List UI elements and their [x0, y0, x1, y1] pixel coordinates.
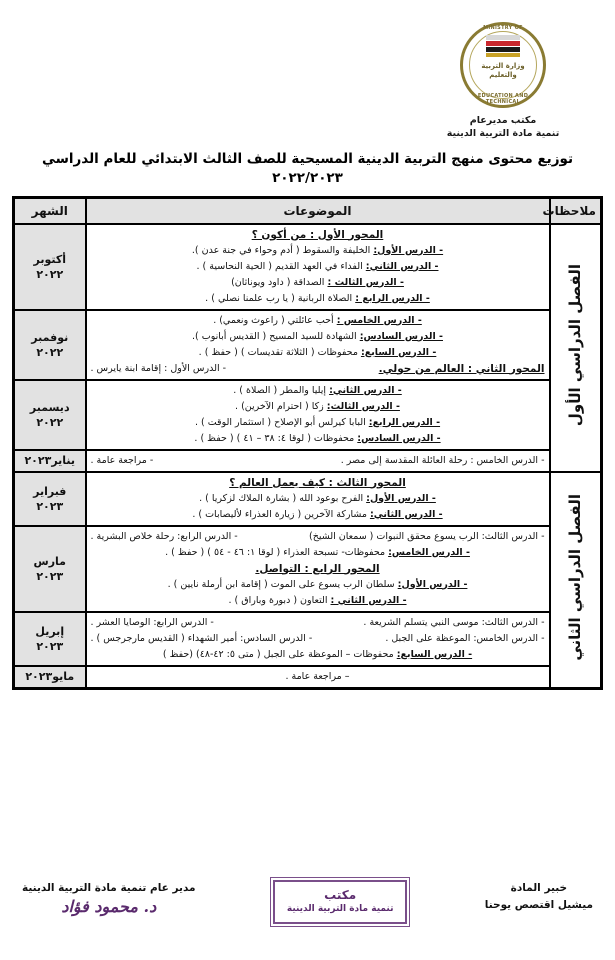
- table-row: [14, 224, 602, 310]
- topic-line: [91, 491, 545, 507]
- lesson-text: الخليفة والسقوط ( أدم وحواء في جنة عدن ).: [191, 244, 371, 256]
- topics-cell: [86, 310, 550, 380]
- lesson-text: إيليا والمطر ( الصلاة ) .: [233, 384, 327, 396]
- topic-line: [91, 383, 545, 399]
- topic-line: [91, 507, 545, 523]
- month-name: يناير: [51, 454, 76, 467]
- topics-cell: [86, 526, 550, 612]
- topic-line: [91, 415, 545, 431]
- table-row: [14, 450, 602, 472]
- topic-line: [91, 275, 545, 291]
- topic-line: – مراجعة عامة .: [285, 670, 350, 682]
- month-year: ٢٠٢٣: [36, 569, 64, 583]
- emblem-core-line-1: وزارة التربية: [481, 62, 525, 70]
- month-name: فبراير: [33, 484, 67, 498]
- topics-cell: [86, 224, 550, 310]
- month-cell: [14, 310, 86, 380]
- topic-line: [91, 647, 545, 663]
- topic-text-secondary: - مراجعة عامة .: [90, 454, 154, 466]
- semester-label-cell: [550, 472, 602, 689]
- curriculum-distribution-table: [12, 196, 603, 690]
- topic-line: [91, 313, 545, 329]
- subject-expert-block: [485, 880, 593, 914]
- header-topics: الموضوعات: [86, 198, 550, 224]
- table-row: [14, 612, 602, 666]
- month-year: ٢٠٢٣: [36, 499, 64, 513]
- topic-line: [91, 615, 545, 631]
- topic-text-secondary: - الدرس السادس: أمير الشهداء ( القديس مارجرجس ) .: [90, 632, 313, 644]
- topic-line: [91, 399, 545, 415]
- lesson-label: - الدرس الثاني :: [330, 594, 407, 606]
- month-cell: [14, 472, 86, 526]
- lesson-text: مشاركة الآخرين ( زيارة العذراء لأليصابات ) .: [192, 508, 367, 520]
- lesson-text: الصلاة الربانية ( يا رب علمنا نصلي ) .: [205, 292, 353, 304]
- topic-line: [91, 345, 545, 361]
- month-cell: [14, 380, 86, 450]
- topic-text-primary: - الدرس الخامس : رحلة العائلة المقدسة إلى مصر .: [340, 454, 545, 466]
- eagle-band-white: [486, 35, 520, 40]
- unit-heading: المحور الأول : من أكون ؟: [251, 228, 384, 241]
- topic-line: [91, 631, 545, 647]
- eagle-band-gold: [486, 53, 520, 57]
- topic-line: [91, 593, 545, 609]
- topics-cell: [86, 472, 550, 526]
- lesson-text: التعاون ( دبورة وباراق ) .: [228, 594, 328, 606]
- emblem-ring-text-bottom: EDUCATION AND TECHNICAL: [477, 93, 529, 105]
- unit-heading: المحور الرابع : التواصل.: [255, 562, 380, 575]
- month-year: ٢٠٢٣: [24, 454, 52, 467]
- lesson-label: - الدرس الثاني:: [369, 508, 443, 520]
- lesson-text: سلطان الرب يسوع على الموت ( إقامة ابن أرملة نايين ) .: [167, 578, 395, 590]
- lesson-label: - الدرس الأول:: [397, 578, 468, 590]
- lesson-label: - الدرس الخامس :: [336, 314, 422, 326]
- month-cell: [14, 526, 86, 612]
- lesson-label: - الدرس السادس:: [357, 432, 441, 444]
- eagle-band-red: [486, 41, 520, 46]
- lesson-label: - الدرس السابع:: [360, 346, 437, 358]
- topic-text-primary: - الدرس الخامس: الموعظة على الجبل .: [385, 632, 545, 644]
- emblem-core-line-2: والتعليم: [489, 71, 517, 79]
- lesson-text: محفوظات ( لوقا ٤: ٣٨ – ٤١ ) ( حفظ ) .: [194, 432, 355, 444]
- topic-line: [91, 529, 545, 545]
- topic-line: [91, 259, 545, 275]
- unit-heading: المحور الثالث : كيف يعمل العالم ؟: [229, 476, 406, 489]
- header-notes: ملاحظات: [550, 198, 602, 224]
- topic-line: [91, 329, 545, 345]
- table-row: [14, 472, 602, 526]
- month-name: إبريل: [35, 624, 65, 638]
- ministry-logo-block: [413, 22, 593, 140]
- topic-text-primary: - الدرس الثالث: موسى النبي يتسلم الشريعة .: [363, 616, 545, 628]
- month-year: ٢٠٢٣: [25, 670, 53, 683]
- page-title: توزيع محتوى منهج التربية الدينية المسيحية للصف الثالث الابتدائي للعام الدراسي ٢٠٢٢/٢٠٢٣: [41, 151, 574, 186]
- month-name: نوفمبر: [31, 330, 69, 344]
- month-year: ٢٠٢٢: [36, 345, 64, 359]
- month-cell: [14, 224, 86, 310]
- lesson-label: - الدرس السابع:: [396, 648, 473, 660]
- stamp-title: مكتب: [324, 888, 357, 902]
- topics-cell: [86, 380, 550, 450]
- page-header: [0, 0, 615, 150]
- emblem-core-text: [460, 62, 546, 80]
- director-block: [22, 880, 196, 917]
- office-heading: [413, 114, 593, 140]
- semester-label: الفصل الدراسي الثاني: [565, 494, 584, 661]
- month-cell: [14, 612, 86, 666]
- topic-text-secondary: - الدرس الرابع: رحلة خلاص البشرية .: [90, 530, 238, 542]
- official-stamp: [273, 880, 408, 924]
- lesson-text: زكا ( احترام الآخرين) .: [235, 400, 324, 412]
- semester-label-cell: [550, 224, 602, 472]
- emblem-ring-text-top: MINISTRY OF: [483, 25, 523, 31]
- month-cell: [14, 666, 86, 689]
- eagle-of-saladin-icon: [486, 33, 520, 59]
- topic-text-secondary: - الدرس الرابع: الوصايا العشر .: [90, 616, 214, 628]
- director-role: مدير عام تنمية مادة التربية الدينية: [22, 882, 196, 894]
- table-row: [14, 380, 602, 450]
- topic-text-secondary: - الدرس الأول : إقامة ابنة يايرس .: [90, 362, 227, 374]
- lesson-text: الفرح بوعود الله ( بشارة الملاك لزكريا ) .: [199, 492, 364, 504]
- lesson-label: - الدرس الخامس:: [388, 546, 470, 558]
- topic-line: [91, 243, 545, 259]
- lesson-label: - الدرس الثالث:: [326, 400, 400, 412]
- lesson-text: محفوظات- تسبحة العذراء ( لوقا ١: ٤٦ - ٥٤ ) ( حفظ ) .: [165, 546, 386, 558]
- month-year: ٢٠٢٢: [36, 267, 64, 281]
- topics-cell: [86, 612, 550, 666]
- topic-line: [91, 431, 545, 447]
- topics-cell: [86, 450, 550, 472]
- month-year: ٢٠٢٣: [36, 639, 64, 653]
- header-month: الشهر: [14, 198, 86, 224]
- director-signature: د. محمود فؤاد: [61, 897, 157, 916]
- month-name: أكتوبر: [33, 252, 67, 266]
- table-body: [14, 224, 602, 689]
- lesson-label: - الدرس الثاني:: [365, 260, 439, 272]
- office-line-2: تنمية مادة التربية الدينية: [446, 128, 560, 139]
- schedule-table-container: [0, 196, 615, 690]
- lesson-text: البابا كيرلس أبو الإصلاح ( استثمار الوقت ) .: [194, 416, 366, 428]
- topic-line: [91, 453, 545, 469]
- lesson-text: أحب عائلتي ( راعوث ونعمي) .: [213, 314, 334, 326]
- topic-line: [91, 361, 545, 377]
- table-row: [14, 310, 602, 380]
- lesson-label: - الدرس الرابع :: [355, 292, 430, 304]
- topic-text-primary: المحور الثاني : العالم من حولي.: [378, 362, 545, 375]
- table-row: [14, 666, 602, 689]
- month-cell: [14, 450, 86, 472]
- subject-expert-name: ميشيل اقتصص يوحنا: [484, 899, 593, 911]
- lesson-label: - الدرس الرابع:: [368, 416, 441, 428]
- lesson-text: محفوظات – الموعظة على الجبل ( متى ٥: ٤٢-٤٨) (حفظ ): [162, 648, 394, 660]
- month-name: مايو: [52, 670, 75, 683]
- table-header-row: [14, 198, 602, 224]
- topic-text-primary: - الدرس الثالث: الرب يسوع محقق النبوات ( سمعان الشيخ): [309, 530, 545, 542]
- lesson-text: محفوظات ( الثلاثة تقديسات ) ( حفظ ) .: [198, 346, 358, 358]
- month-name: ديسمبر: [29, 400, 70, 414]
- topics-cell: [86, 666, 550, 689]
- lesson-label: - الدرس الأول:: [366, 492, 436, 504]
- month-year: ٢٠٢٢: [36, 415, 64, 429]
- topic-line: [91, 291, 545, 307]
- month-name: مارس: [33, 554, 66, 568]
- lesson-text: الفداء في العهد القديم ( الحية النحاسية ) .: [196, 260, 363, 272]
- page-footer: [0, 880, 615, 950]
- ministry-emblem-icon: [460, 22, 546, 108]
- lesson-text: الشهادة للسيد المسيح ( القديس أبانوب ).: [192, 330, 357, 342]
- stamp-subtitle: تنمية مادة التربية الدينية: [286, 904, 394, 914]
- semester-label: الفصل الدراسي الأول: [565, 264, 584, 427]
- lesson-label: - الدرس الثالث :: [327, 276, 404, 288]
- lesson-label: - الدرس الأول:: [373, 244, 444, 256]
- topic-line: [91, 545, 545, 561]
- topic-line: [91, 577, 545, 593]
- lesson-label: - الدرس الثاني:: [329, 384, 402, 396]
- table-row: [14, 526, 602, 612]
- subject-expert-role: خبير المادة: [510, 882, 568, 894]
- lesson-label: - الدرس السادس:: [359, 330, 443, 342]
- lesson-text: الصداقة ( داود ويوناثان): [231, 276, 325, 288]
- eagle-band-black: [486, 47, 520, 52]
- office-line-1: مكتب مديرعام: [469, 115, 537, 126]
